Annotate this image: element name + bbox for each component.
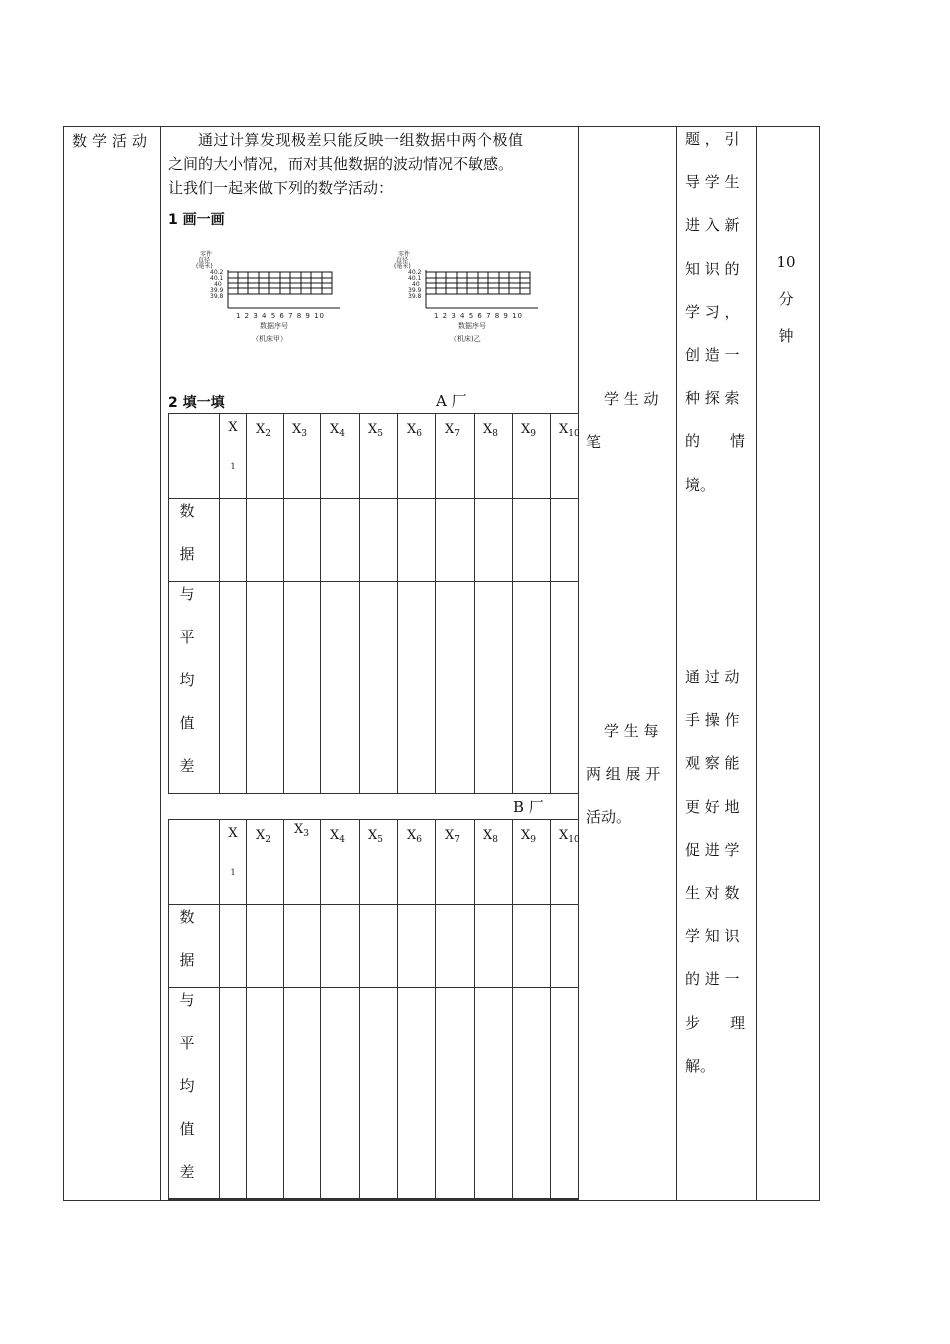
fig2-ylabel-2: 直径 (396, 257, 409, 264)
student-activity-column (586, 378, 672, 464)
fig2-ytick: 40 (412, 281, 420, 288)
intro-paragraph (168, 128, 573, 200)
col-divider-3 (676, 126, 677, 1201)
fig1-ytick: 40.2 (210, 269, 224, 276)
table-a-header-x3: $X_3$ (292, 422, 307, 439)
table-a-row-label-data: 数 据 (179, 502, 195, 563)
fig2-ylabel-3: (毫米) (394, 263, 411, 270)
section-label: 数学活动 (72, 132, 153, 150)
fig1-xticks: 1 2 3 4 5 6 7 8 9 10 (236, 312, 326, 320)
table-a-header-x8: $X_8$ (483, 422, 498, 439)
fig1-caption: （机床甲） (252, 335, 287, 343)
time-minutes: 10 (776, 253, 796, 271)
fig1-ylabel-3: (毫米) (196, 263, 213, 270)
frame-right (819, 126, 820, 1201)
student-text-5: 活动。 (586, 808, 632, 826)
intro-line-1: 通过计算发现极差只能反映一组数据中两个极值 (198, 131, 524, 149)
table-a-header-x4: $X_4$ (330, 422, 345, 439)
table-a-header-x2: $X_2$ (256, 422, 271, 439)
col-divider-1 (160, 126, 161, 1201)
table-b-row-label-deviation: 与 平 均 值 差 (179, 991, 195, 1181)
table-b-header-x10: $X_{10}$ (559, 828, 580, 845)
frame-bottom (63, 1200, 820, 1201)
student-activity-column-2 (586, 710, 672, 839)
student-text-2: 笔 (586, 433, 602, 451)
col-divider-2 (578, 126, 579, 1201)
table-b-header-x5: $X_5$ (368, 828, 383, 845)
figure-machine-a (190, 250, 350, 345)
fig2-caption: （机床)乙 (450, 335, 481, 343)
table-a-header-x6: $X_6$ (407, 422, 422, 439)
part2-title: 2 填一填 (168, 395, 225, 411)
table-b-label: B 厂 (513, 798, 544, 816)
student-text-3: 学 生 每 (604, 722, 659, 740)
fig2-ytick: 40.1 (408, 275, 422, 282)
fig2-ytick: 40.2 (408, 269, 422, 276)
table-b-header-x2: $X_2$ (256, 828, 271, 845)
figure-machine-b (388, 250, 548, 345)
fig1-ylabel-2: 直径 (198, 257, 211, 264)
intro-line-2: 之间的大小情况，而对其他数据的波动情况不敏感。 (168, 155, 514, 173)
table-b-header-x3: $X_3$ (294, 822, 309, 839)
table-a-header-x9: $X_9$ (521, 422, 536, 439)
frame-left (63, 126, 64, 1201)
table-b-header-x9: $X_9$ (521, 828, 536, 845)
part1-title: 1 画一画 (168, 212, 225, 228)
purpose-block-2: 通 过 动 手 操 作 观 察 能 更 好 地 促 进 学 生 对 数 学 知 识 的 进 一 步 理 解。 (685, 668, 746, 1075)
purpose-block-1: 题 ， 引 导 学 生 进 入 新 知 识 的 学 习 ， 创 造 一 种 探 索 的 情 境。 (685, 130, 746, 494)
fig2-xticks: 1 2 3 4 5 6 7 8 9 10 (434, 312, 524, 320)
table-a-row-label-deviation: 与 平 均 值 差 (179, 585, 195, 775)
fig2-xlabel: 数据序号 (458, 322, 486, 330)
time-column: 10 分 钟 (766, 244, 806, 355)
table-a-header-x1: X 1 (228, 420, 238, 471)
fig2-ytick: 39.8 (408, 293, 422, 300)
figure-machine-b-svg (388, 250, 548, 345)
fig1-xlabel: 数据序号 (260, 322, 288, 330)
table-b-header-x1: X 1 (228, 826, 238, 877)
table-a-header-x10: $X_{10}$ (559, 422, 580, 439)
student-text-4: 两 组 展 开 (586, 765, 661, 783)
table-a-header-x5: $X_5$ (368, 422, 383, 439)
fig2-ytick: 39.9 (408, 287, 422, 294)
table-b-header-x8: $X_8$ (483, 828, 498, 845)
fig1-ytick: 39.8 (210, 293, 224, 300)
intro-line-3: 让我们一起来做下列的数学活动： (168, 179, 394, 197)
col-divider-4 (756, 126, 757, 1201)
fig1-ytick: 39.9 (210, 287, 224, 294)
fig2-ylabel-1: 零件 (398, 251, 411, 258)
table-b-header-x6: $X_6$ (407, 828, 422, 845)
table-a-label: A 厂 (436, 392, 467, 410)
fig1-ytick: 40 (214, 281, 222, 288)
fig1-ytick: 40.1 (210, 275, 224, 282)
table-b-row-label-data: 数 据 (179, 908, 195, 969)
table-a-header-x7: $X_7$ (445, 422, 460, 439)
table-b-header-x4: $X_4$ (330, 828, 345, 845)
fig1-ylabel-1: 零件 (200, 251, 213, 258)
student-text-1: 学 生 动 (604, 390, 659, 408)
table-b-header-x7: $X_7$ (445, 828, 460, 845)
figure-machine-a-svg (190, 250, 350, 345)
